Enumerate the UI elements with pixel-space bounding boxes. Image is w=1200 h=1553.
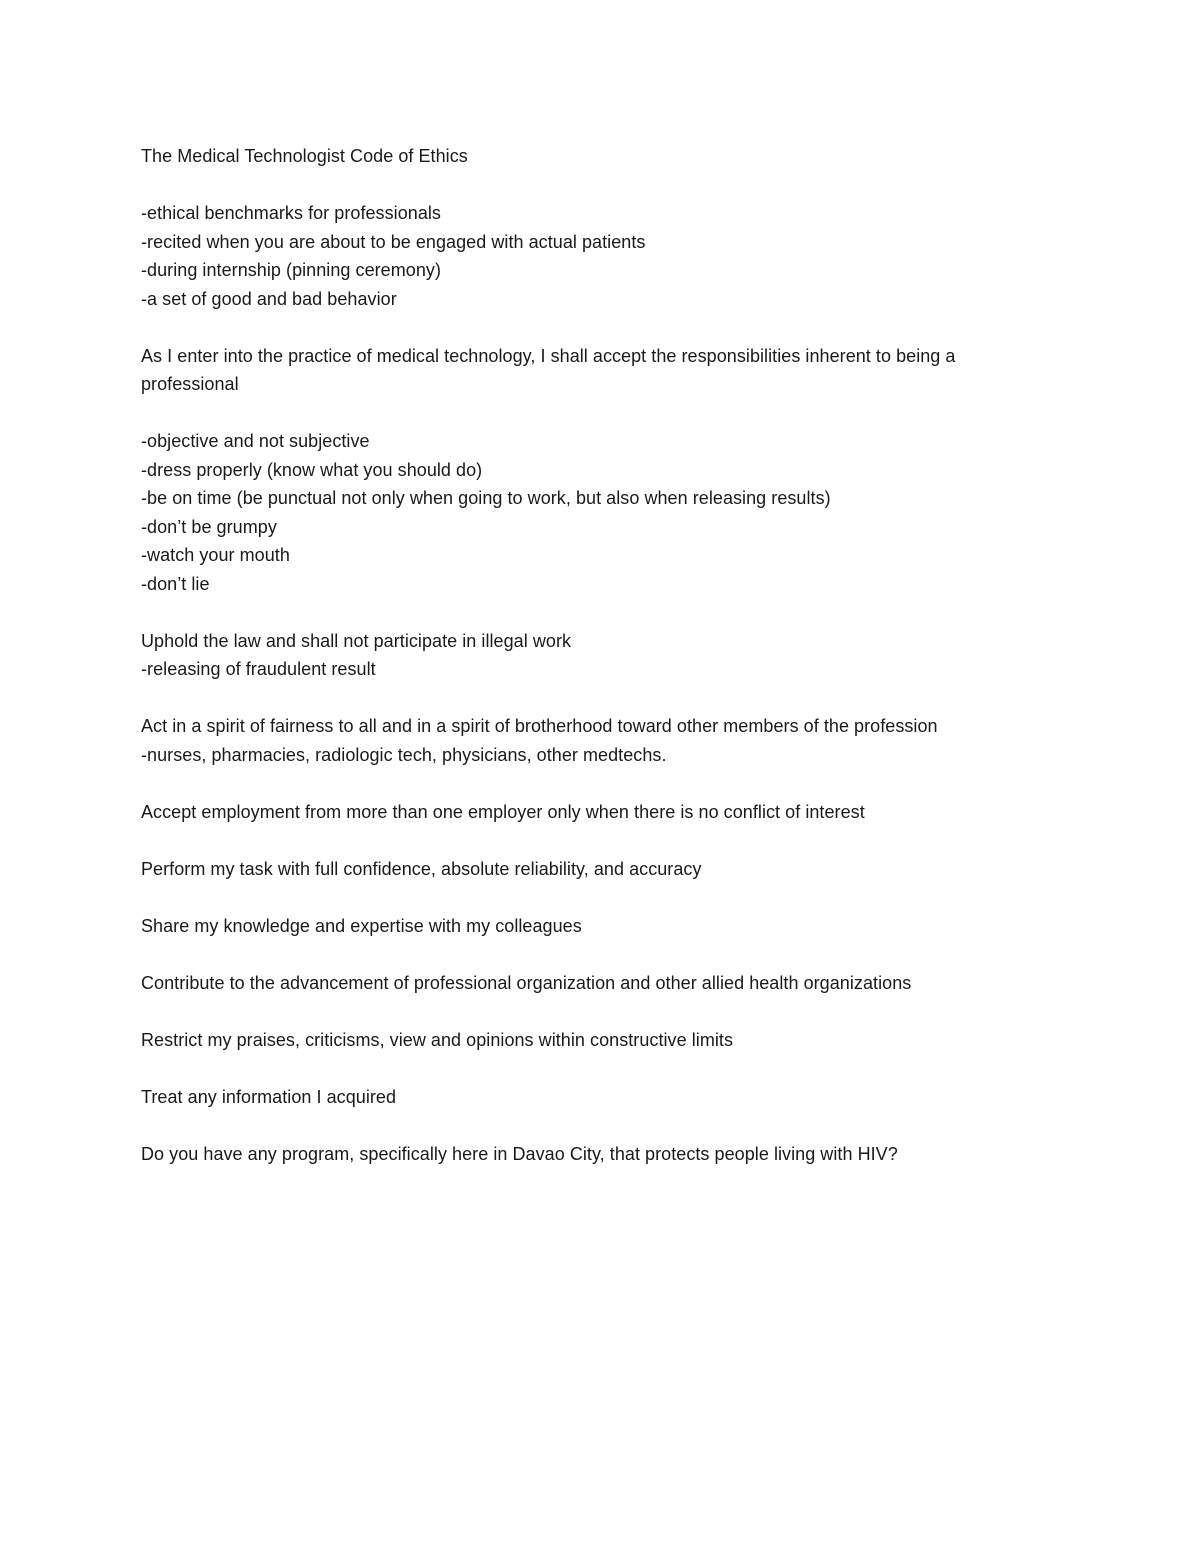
intro-bullet: -during internship (pinning ceremony): [141, 260, 442, 280]
restrict-statement: Restrict my praises, criticisms, view and opinions within constructive limits: [141, 1029, 734, 1050]
employment-paragraph: [141, 798, 1050, 827]
perform-statement: Perform my task with full confidence, absolute reliability, and accuracy: [141, 858, 702, 879]
question-paragraph: [141, 1140, 1050, 1169]
professional-bullet-list: [141, 427, 1050, 598]
professional-bullet: -don’t lie: [141, 573, 210, 594]
fairness-bullet: -nurses, pharmacies, radiologic tech, physicians, other medtechs.: [141, 744, 667, 765]
professional-bullet: -be on time (be punctual not only when going to work, but also when releasing results): [141, 488, 831, 508]
fairness-paragraph: [141, 712, 1050, 769]
intro-bullet: -a set of good and bad behavior: [141, 288, 397, 309]
intro-bullet-list: [141, 199, 1050, 313]
professional-bullet: -objective and not subjective: [141, 431, 370, 451]
law-paragraph: [141, 627, 1050, 684]
intro-bullet: -ethical benchmarks for professionals: [141, 203, 441, 223]
question-statement: Do you have any program, specifically here in Davao City, that protects people living with HIV?: [141, 1143, 898, 1164]
paragraph-line: professional: [141, 374, 239, 394]
document-title-block: [141, 142, 1050, 171]
contribute-statement: Contribute to the advancement of professional organization and other allied health organizations: [141, 972, 912, 993]
treat-statement: Treat any information I acquired: [141, 1086, 397, 1107]
professional-bullet: -dress properly (know what you should do): [141, 459, 483, 480]
restrict-paragraph: [141, 1026, 1050, 1055]
intro-bullet: -recited when you are about to be engaged with actual patients: [141, 231, 646, 252]
law-statement: Uphold the law and shall not participate in illegal work: [141, 630, 572, 651]
professional-bullet: -don’t be grumpy: [141, 516, 277, 537]
perform-paragraph: [141, 855, 1050, 884]
document-title: The Medical Technologist Code of Ethics: [141, 146, 468, 166]
treat-paragraph: [141, 1083, 1050, 1112]
share-statement: Share my knowledge and expertise with my colleagues: [141, 915, 582, 936]
share-paragraph: [141, 912, 1050, 941]
responsibility-paragraph: [141, 342, 1050, 399]
paragraph-line: As I enter into the practice of medical technology, I shall accept the responsibilities inherent to being a: [141, 345, 956, 366]
fairness-statement: Act in a spirit of fairness to all and in a spirit of brotherhood toward other members of the profession: [141, 716, 938, 736]
contribute-paragraph: [141, 969, 1050, 998]
law-bullet: -releasing of fraudulent result: [141, 659, 376, 679]
professional-bullet: -watch your mouth: [141, 545, 290, 565]
employment-statement: Accept employment from more than one employer only when there is no conflict of interest: [141, 801, 865, 822]
